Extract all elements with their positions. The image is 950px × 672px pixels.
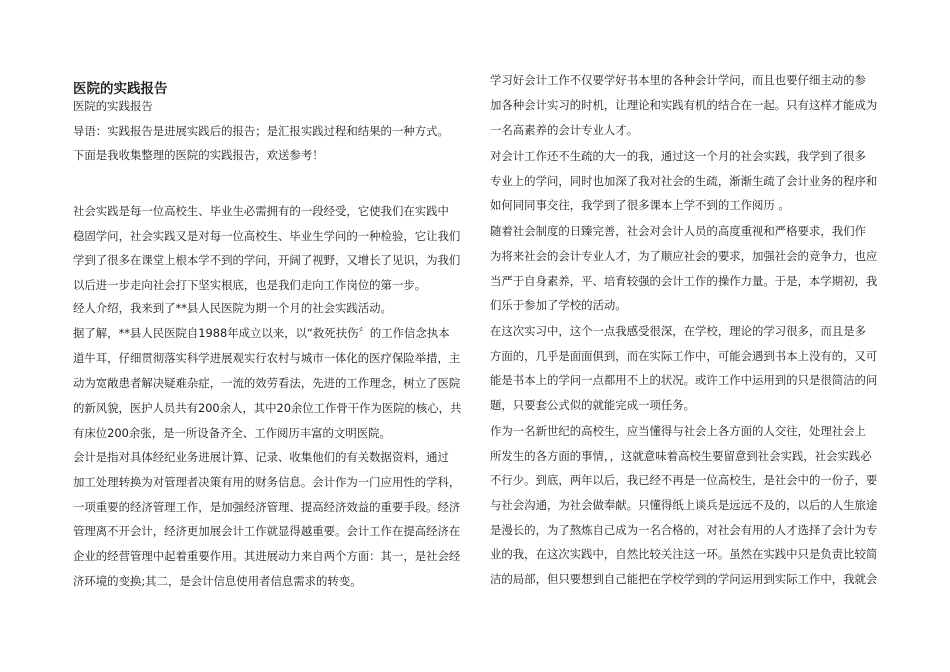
text-line: 导语：实践报告是进展实践后的报告；是汇报实践过程和结果的一种方式。 [73, 124, 449, 138]
text-line: 下面是我收集整理的医院的实践报告，欢送参考！ [73, 148, 324, 162]
text-line: 所发生的各方面的事情，，这就意味着高校生要留意到社会实践，社会实践必 [490, 449, 872, 463]
text-line: 的新风貌，医护人员共有200余人，其中20余位工作骨干作为医院的核心，共 [73, 401, 462, 415]
text-line: 们乐于参加了学校的活动。 [490, 298, 627, 312]
text-line: 医院的实践报告 [73, 99, 153, 113]
text-line: 洁的局部，但只要想到自己能把在学校学到的学问运用到实际工作中，我就会 [490, 572, 878, 586]
text-line: 稳固学问，社会实践又是对每一位高校生、毕业生学问的一种检验，它让我们 [73, 229, 461, 243]
text-line: 会计是指对具体经纪业务进展计算、记录、收集他们的有关数据资料，通过 [73, 450, 449, 464]
text-line: 不行少。到底，两年以后，我已经不再是一位高校生，是社会中的一份子，要 [490, 473, 878, 487]
text-line: 以后进一步走向社会打下坚实根底，也是我们走向工作岗位的第一步。 [73, 278, 427, 292]
text-line: 加各种会计实习的时机，让理论和实践有机的结合在一起。只有这样才能成为 [490, 98, 878, 112]
text-line: 专业上的学问，同时也加深了我对社会的生疏，渐渐生疏了会计业务的程序和 [490, 174, 878, 188]
text-line: 动为宽敞患者解决疑难杂症，一流的效劳看法，先进的工作理念，树立了医院 [73, 376, 461, 390]
text-line: 一项重要的经济管理工作，是加强经济管理、提高经济效益的重要手段。经济 [73, 500, 461, 514]
text-line: 如何同同事交往，我学到了很多课本上学不到的工作阅历 。 [490, 198, 790, 212]
text-line: 随着社会制度的日臻完善，社会对会计人员的高度重视和严格要求，我们作 [490, 224, 866, 238]
text-line: 企业的经营管理中起着重要作用。其进展动力来自两个方面：其一，是社会经 [73, 549, 461, 563]
text-line: 济环境的变换;其二，是会计信息使用者信息需求的转变。 [73, 574, 362, 588]
text-line: 能是书本上的学问一点都用不上的状况。或许工作中运用到的只是很简洁的问 [490, 373, 878, 387]
text-line: 据了解，**县人民医院自1988年成立以来，以“救死扶伤〞的工作信念执本 [73, 326, 450, 340]
text-line: 道牛耳，仔细贯彻落实科学进展观实行农村与城市一体化的医疗保险举措，主 [73, 351, 461, 365]
text-line: 是漫长的，为了熬炼自己成为一名合格的，对社会有用的人才选择了会计为专 [490, 523, 878, 537]
text-line: 业的我，在这次实践中，自然比较关注这一环。虽然在实践中只是负责比较简 [490, 547, 878, 561]
text-line: 作为一名新世纪的高校生，应当懂得与社会上各方面的人交往，处理社会上 [490, 424, 866, 438]
text-line: 为将来社会的会计专业人才，为了顺应社会的要求，加强社会的竞争力，也应 [490, 249, 878, 263]
text-line: 一名高素养的会计专业人才。 [490, 123, 639, 137]
text-line: 社会实践是每一位高校生、毕业生必需拥有的一段经受，它使我们在实践中 [73, 204, 449, 218]
text-line: 方面的，几乎是面面俱到，而在实际工作中，可能会遇到书本上没有的，又可 [490, 349, 878, 363]
text-line: 当严于自身素养，平、培育较强的会计工作的操作力量。于是，本学期初，我 [490, 274, 878, 288]
text-line: 题，只要套公式似的就能完成一项任务。 [490, 398, 696, 412]
text-line: 在这次实习中，这个一点我感受很深，在学校，理论的学习很多，而且是多 [490, 324, 866, 338]
document-title: 医院的实践报告 [73, 81, 168, 97]
text-line: 与社会沟通，为社会做奉献。只懂得纸上谈兵是远远不及的，以后的人生旅途 [490, 498, 878, 512]
text-line: 学到了很多在课堂上根本学不到的学问，开阔了视野，又增长了见识，为我们 [73, 253, 461, 267]
text-line: 有床位200余张，是一所设备齐全、工作阅历丰富的文明医院。 [73, 426, 391, 440]
text-line: 加工处理转换为对管理者决策有用的财务信息。会计作为一门应用性的学科， [73, 475, 461, 489]
text-line: 管理离不开会计，经济更加展会计工作就显得越重要。会计工作在提高经济在 [73, 524, 461, 538]
text-line: 对会计工作还不生疏的大一的我，通过这一个月的社会实践，我学到了很多 [490, 149, 866, 163]
text-line: 经人介绍，我来到了**县人民医院为期一个月的社会实践活动。 [73, 301, 392, 315]
text-line: 学习好会计工作不仅要学好书本里的各种会计学问，而且也要仔细主动的参 [490, 73, 866, 87]
